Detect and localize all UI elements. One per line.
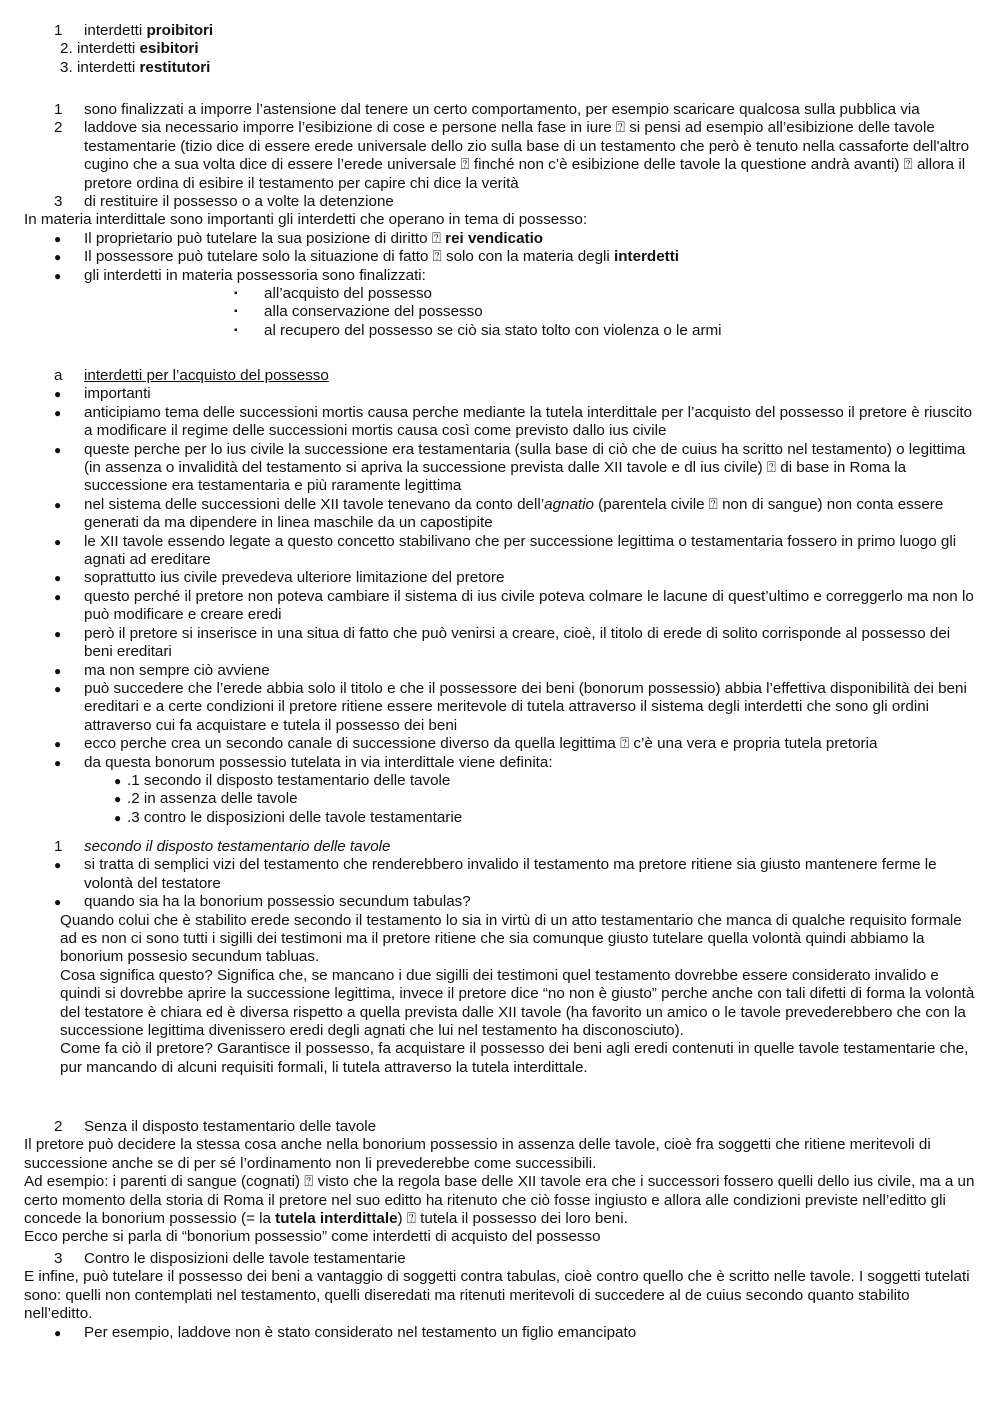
list-marker: 3 [54,193,63,211]
paragraph: Cosa significa questo? Significa che, se mancano i due sigilli dei testimoni quel testamento dovrebbe essere considerato invalido e quindi si dovrebbe aprire la successione legittima, invece il pretore dice “no non è giusto” perche anche con tali difetti di forma la volontà del testatore è chiara ed è diversa rispetto a quella prevista dalle XII tavole (ha favorito un amico o le tavole prevederebbero che con la successione legittima divenissero eredi degli agnati che lui nel testamento ha disconosciuto). [60,966,975,1040]
bullet-icon: ● [54,589,62,604]
bullet-icon: ● [114,810,122,825]
bullet-item [0,754,1000,772]
paragraph-text: ) ⍰ tutela il possesso dei loro beni. [397,1210,628,1228]
list-text: però il pretore si inserisce in una situa di fatto che può venirsi a creare, cioè, il titolo di erede di solito corrisponde al possesso dei beni ereditari [84,624,951,661]
section-title: secondo il disposto testamentario delle tavole [84,838,391,855]
bullet-icon: ● [54,534,62,549]
bullet-item [0,267,1000,285]
list-item [0,101,1000,119]
list-marker: 3. [60,58,73,76]
list-text: quando sia ha la bonorium possessio secundum tabulas? [84,893,471,911]
bullet-icon: ● [54,497,62,512]
list-text: .1 secondo il disposto testamentario delle tavole [127,771,451,789]
bullet-icon: ● [54,231,62,246]
section-marker: a [54,367,63,384]
sub-bullet-item [0,809,1000,827]
section-marker: 2 [54,1118,63,1135]
paragraph: E infine, può tutelare il possesso dei beni a vantaggio di soggetti contra tabulas, cioè contro quello che è scritto nelle tavole. I soggetti tutelati sono: quelli non contemplati nel testamento, quelli diseredati ma ritenuti meritevoli di succedere al de cuius secondo quanto stabilito nell’editto. [24,1268,970,1323]
list-marker: 1 [54,22,63,39]
bullet-item [0,662,1000,680]
bullet-icon: ● [54,405,62,420]
paragraph-text: Ad esempio: i parenti di sangue (cognati) ⍰ visto che la regola base delle XII tavole era che i successori fossero quelli dello ius civile, ma a un certo momento della storia di Roma il pretore nel suo editto ha ritenuto che ciò fosse ingiusto e allora alle condizioni previste nell’editto gli concede la bonorium possessio (= la [24,1173,975,1228]
bullet-icon: ● [54,442,62,457]
paragraph: Il pretore può decidere la stessa cosa anche nella bonorium possessio in assenza delle tavole, cioè fra soggetti che ritiene meritevoli di successione anche se di per sé l’ordinamento non li prevederebbe come successibili. [24,1136,931,1172]
bullet-item [0,385,1000,403]
bullet-icon: ● [54,250,62,265]
list-text: alla conservazione del possesso [264,303,483,321]
paragraph: Come fa ciò il pretore? Garantisce il possesso, fa acquistare il possesso dei beni agli eredi contenuti in quelle tavole testamentarie che, pur mancando di alcuni requisiti formali, li tutela attraverso la tutela interdittale. [60,1040,969,1076]
section-marker: 1 [54,838,63,855]
list-text: interdetti [77,58,140,76]
list-text-bold: rei vendicatio [445,229,544,247]
section-acquisto [0,367,1000,827]
bullet-item [0,1324,1000,1342]
list-text: interdetti [77,40,140,58]
list-text: si tratta di semplici vizi del testamento che renderebbero invalido il testamento ma pretore ritiene sia giusto mantenere ferme le volontà del testatore [84,856,937,892]
list-marker: 2. [60,40,73,58]
bullet-icon: ● [54,663,62,678]
bullet-item [0,441,1000,496]
bullet-item [0,404,1000,441]
bullet-icon: ● [54,626,62,641]
list-text: di restituire il possesso o a volte la detenzione [84,193,394,211]
bullet-icon: ● [114,773,122,788]
list-item [0,119,1000,193]
paragraph: Quando colui che è stabilito erede secondo il testamento lo sia in virtù di un atto testamentario che manca di qualche requisito formale ad es non ci sono tutti i sigilli dei testimoni ma il pretore ritiene che sia comunque giusto tutelare quella volontà quindi abbiamo la bonorium possesio secundum tabluas. [60,911,962,966]
bullet-item [0,496,1000,533]
list-text: sono finalizzati a imporre l’astensione dal tenere un certo comportamento, per esempio scaricare qualcosa sulla pubblica via [84,101,920,118]
paragraph-text-bold: tutela interdittale [275,1210,398,1228]
list-text: ecco perche crea un secondo canale di successione diverso da quella legittima ⍰ c’è una vera e propria tutela pretoria [84,735,878,753]
list-text: gli interdetti in materia possessoria sono finalizzati: [84,266,426,284]
list-text: può succedere che l’erede abbia solo il titolo e che il possessore dei beni (bonorum possessio) abbia l’effettiva disponibilità dei beni ereditari e a certe condizioni il pretore ritiene essere meritevole di tutela attraverso il sistema degli interdetti che sono gli ordini attraverso cui fa acquistare e tutela il possesso dei beni [84,679,967,734]
section-heading [0,1250,1000,1268]
section-heading [0,838,1000,856]
intro-paragraph: In materia interdittale sono importanti gli interdetti che operano in tema di possesso: [24,211,588,229]
bullet-item [0,533,1000,570]
bullet-icon: ● [54,571,62,586]
list-text-bold: restitutori [139,58,211,76]
bullet-icon: ● [54,858,62,873]
bullet-icon: ● [54,755,62,770]
bullet-item [0,569,1000,587]
list-item [0,22,1000,40]
list-text: queste perche per lo ius civile la successione era testamentaria (sulla base di ciò che de cuius ha scritto nel testamento) o legittima (in assenza o invalidità del testamento si apriva la successione prevista dalle XII tavole e dl ius civile) ⍰ di base in Roma la successione era testamentaria e più raramente legittima [84,440,966,495]
list-text: importanti [84,385,151,403]
bullet-icon: ● [114,792,122,807]
paragraph [0,1173,1000,1228]
section-heading [0,367,1000,385]
bullet-icon: ● [54,268,62,283]
list-text: nel sistema delle successioni delle XII tavole tenevano da conto dell’ [84,495,545,513]
bullet-icon: ● [54,681,62,696]
sub-bullet-item [0,322,1000,340]
bullet-item [0,735,1000,753]
section-title: Senza il disposto testamentario delle tavole [84,1118,377,1135]
bullet-icon: ● [54,387,62,402]
list-text: Il proprietario può tutelare la sua posizione di diritto ⍰ [84,229,446,247]
section-sine-tabulis [0,1118,1000,1247]
list-item [0,193,1000,211]
list-text-bold: esibitori [139,40,199,58]
list-text: (parentela civile ⍰ non di sangue) non conta essere generati da ma dipendere in linea maschile da un capostipite [84,495,944,532]
bullet-item [0,230,1000,248]
list-text: Per esempio, laddove non è stato considerato nel testamento un figlio emancipato [84,1323,637,1341]
bullet-icon: ● [54,895,62,910]
sub-bullet-item [0,285,1000,303]
bullet-item [0,680,1000,735]
paragraph: Ecco perche si parla di “bonorium possessio” come interdetti di acquisto del possesso [24,1228,601,1246]
bullet-item [0,856,1000,893]
list-text: ma non sempre ciò avviene [84,661,270,679]
list-item [0,59,1000,77]
list-text: .2 in assenza delle tavole [127,790,298,808]
bullet-item [0,625,1000,662]
bullet-item [0,893,1000,911]
section-heading [0,1118,1000,1136]
list-text: Il possessore può tutelare solo la situazione di fatto ⍰ solo con la materia degli [84,248,615,266]
list-item [0,40,1000,58]
square-bullet-icon: ▪ [234,324,238,336]
list-text: da questa bonorum possessio tutelata in via interdittale viene definita: [84,753,553,771]
list-marker: 1 [54,101,63,118]
list-text: anticipiamo tema delle successioni mortis causa perche mediante la tutela interdittale per l’acquisto del possesso il pretore è riuscito a modificare il regime delle successioni mortis causa così come previsto dallo ius civile [84,403,973,440]
square-bullet-icon: ▪ [234,306,238,318]
sub-bullet-item [0,303,1000,321]
list-marker: 2 [54,119,63,137]
list-text: interdetti [84,22,147,39]
section-contra-tabulas [0,1250,1000,1342]
section-title: interdetti per l’acquisto del possesso [84,367,329,384]
list-text: laddove sia necessario imporre l’esibizione di cose e persone nella fase in iure ⍰ si pensi ad esempio all’esibizione delle tavole testamentarie (tizio dice di essere erede universale dello zio sulla base di un testamento che però è tenuto nella cassaforte dell'altro cugino che a sua volta dice di essere l’erede universale ⍰ finché non c’è esibizione delle tavole la questione andrà avanti) ⍰ allora il pretore ordina di esibire il testamento per capire chi dice la verità [84,119,970,192]
list-text: le XII tavole essendo legate a questo concetto stabilivano che per successione legittima o testamentaria fossero in primo luogo gli agnati ad ereditare [84,532,957,569]
square-bullet-icon: ▪ [234,288,238,300]
bullet-icon: ● [54,1325,62,1340]
bullet-item [0,248,1000,266]
sub-bullet-item [0,772,1000,790]
list-text-italic: agnatio [544,495,594,513]
section-title: Contro le disposizioni delle tavole testamentarie [84,1250,406,1267]
list-text-bold: interdetti [614,248,679,266]
section-marker: 3 [54,1250,63,1267]
list-text: questo perché il pretore non poteva cambiare il sistema di ius civile poteva colmare le lacune di quest’ultimo e correggerlo ma non lo può modificare e creare eredi [84,587,974,624]
section-secundum-tabulas [0,838,1000,1077]
list-text: soprattutto ius civile prevedeva ulteriore limitazione del pretore [84,569,505,587]
list-text-bold: proibitori [146,22,214,39]
bullet-item [0,588,1000,625]
explain-section [0,101,1000,340]
list-text: al recupero del possesso se ciò sia stato tolto con violenza o le armi [264,321,722,339]
top-list [0,22,1000,77]
list-text: .3 contro le disposizioni delle tavole testamentarie [127,808,463,826]
bullet-icon: ● [54,737,62,752]
sub-bullet-item [0,790,1000,808]
list-text: all’acquisto del possesso [264,285,433,303]
